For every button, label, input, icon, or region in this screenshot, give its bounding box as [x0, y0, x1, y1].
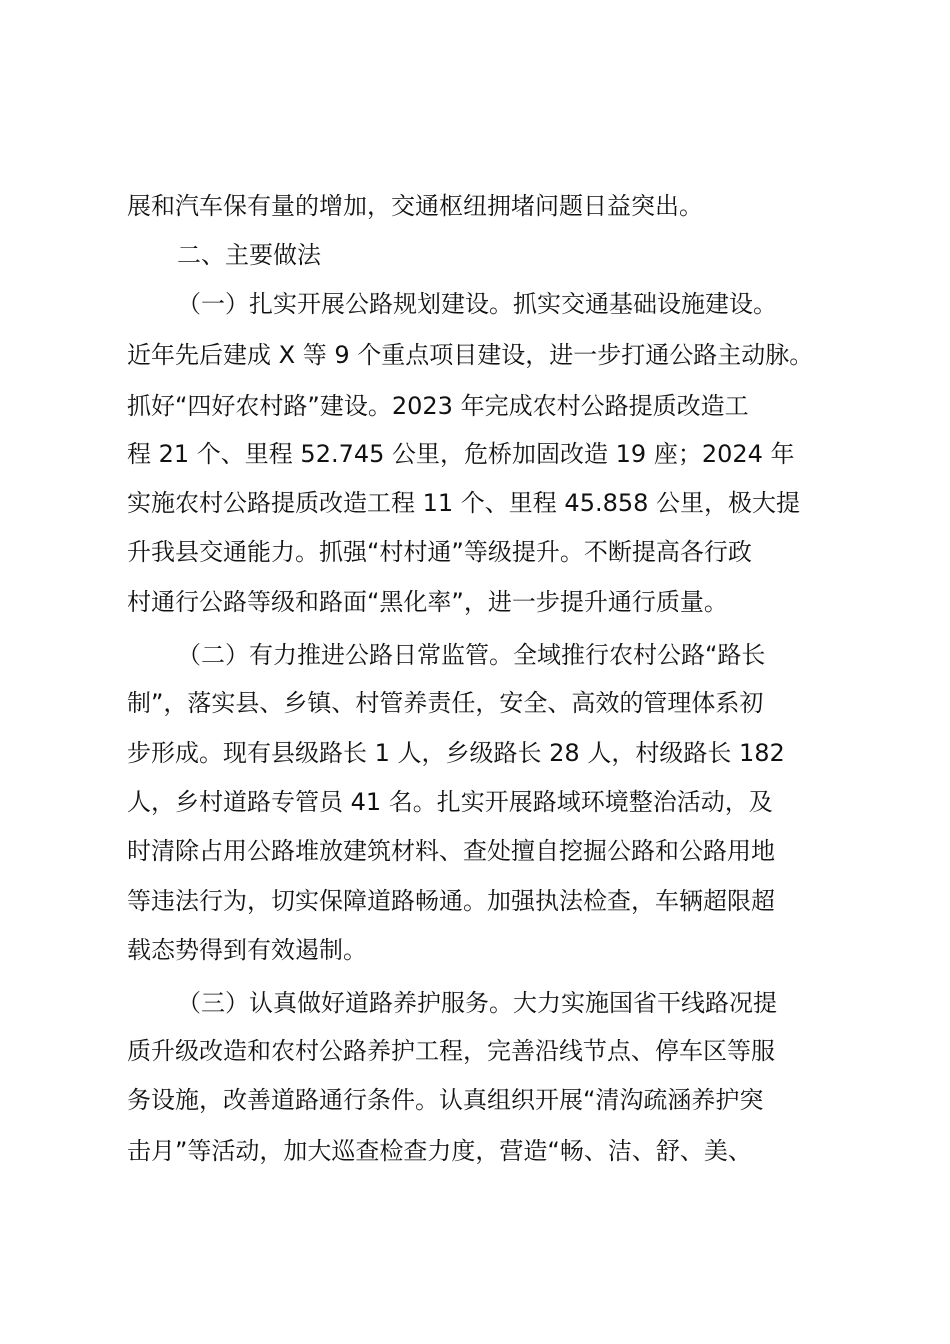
paragraph-line: 务设施，改善道路通行条件。认真组织开展“清沟疏涵养护突 [127, 1086, 764, 1114]
subsection-heading-line: （三）认真做好道路养护服务。大力实施国省干线路况提 [177, 989, 777, 1017]
paragraph-line: 步形成。现有县级路长 1 人，乡级路长 28 人，村级路长 182 [127, 739, 785, 767]
paragraph-line: 等违法行为，切实保障道路畅通。加强执法检查，车辆超限超 [127, 887, 775, 915]
subsection-heading-line: （二）有力推进公路日常监管。全域推行农村公路“路长 [177, 641, 766, 669]
paragraph-line: 实施农村公路提质改造工程 11 个、里程 45.858 公里，极大提 [127, 489, 801, 517]
paragraph-line: 时清除占用公路堆放建筑材料、查处擅自挖掘公路和公路用地 [127, 837, 775, 865]
section-heading: 二、主要做法 [177, 241, 321, 269]
paragraph-line: 近年先后建成 X 等 9 个重点项目建设，进一步打通公路主动脉。 [127, 341, 814, 369]
paragraph-line: 击月”等活动，加大巡查检查力度，营造“畅、洁、舒、美、 [127, 1137, 752, 1165]
paragraph-line: 程 21 个、里程 52.745 公里，危桥加固改造 19 座；2024 年 [127, 440, 795, 468]
paragraph-line: 升我县交通能力。抓强“村村通”等级提升。不断提高各行政 [127, 538, 752, 566]
paragraph-line: 村通行公路等级和路面“黑化率”，进一步提升通行质量。 [127, 588, 728, 616]
paragraph-line: 载态势得到有效遏制。 [127, 936, 367, 964]
subsection-heading-line: （一）扎实开展公路规划建设。抓实交通基础设施建设。 [177, 290, 777, 318]
paragraph-line: 展和汽车保有量的增加，交通枢纽拥堵问题日益突出。 [127, 192, 703, 220]
paragraph-line: 人，乡村道路专管员 41 名。扎实开展路域环境整治活动，及 [127, 788, 773, 816]
paragraph-line: 制”，落实县、乡镇、村管养责任，安全、高效的管理体系初 [127, 689, 764, 717]
paragraph-line: 抓好“四好农村路”建设。2023 年完成农村公路提质改造工 [127, 392, 749, 420]
paragraph-line: 质升级改造和农村公路养护工程，完善沿线节点、停车区等服 [127, 1037, 775, 1065]
